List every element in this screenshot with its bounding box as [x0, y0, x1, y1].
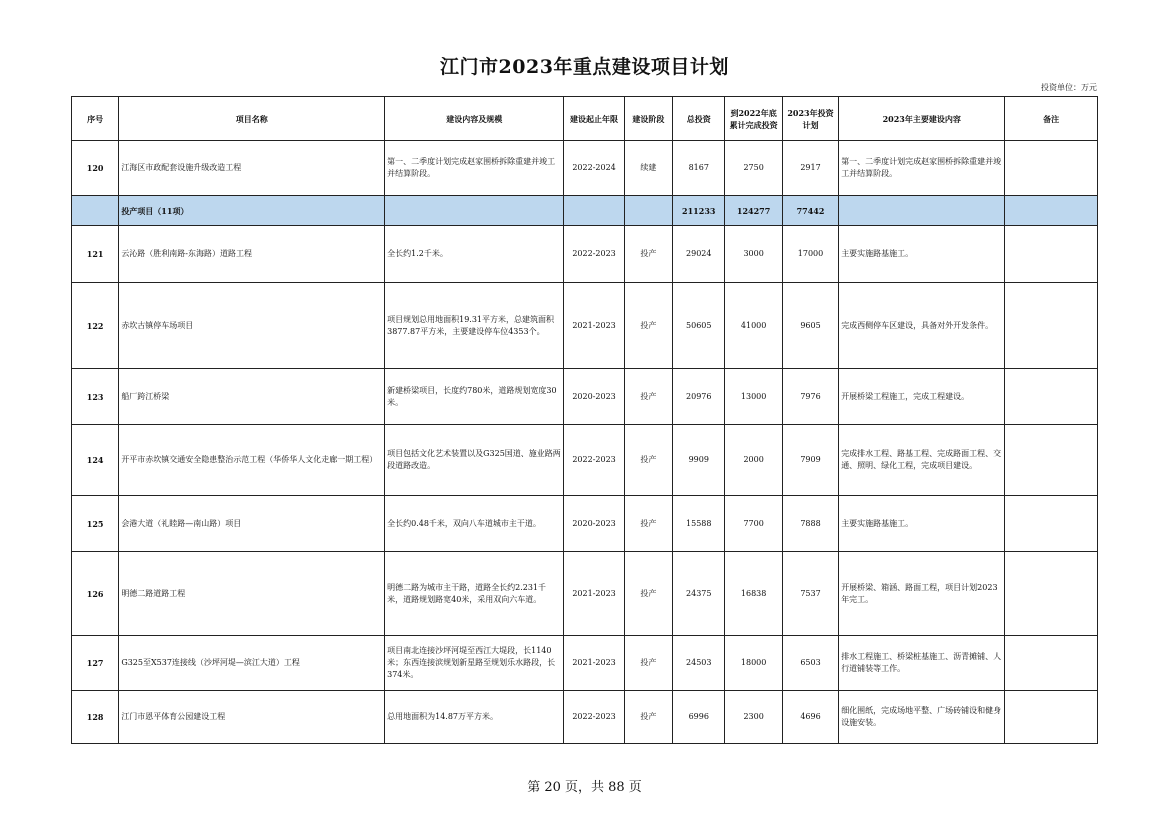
header-done: 到2022年底累计完成投资	[725, 97, 782, 141]
row-main: 第一、二季度计划完成赵家围桥拆除重建并竣工并结算阶段。	[839, 141, 1005, 196]
row-total: 6996	[673, 691, 725, 744]
row-main: 开展桥梁、箱涵、路面工程，项目计划2023年完工。	[839, 552, 1005, 636]
row-main: 主要实施路基施工。	[839, 496, 1005, 552]
row-note	[1005, 226, 1098, 283]
table-row	[72, 141, 1098, 196]
page-title: 江门市2023年重点建设项目计划	[440, 56, 729, 78]
row-total: 9909	[673, 425, 725, 496]
row-stage: 投产	[624, 552, 672, 636]
row-content: 第一、二季度计划完成赵家围桥拆除重建并竣工并结算阶段。	[385, 141, 564, 196]
row-plan: 7976	[782, 369, 838, 425]
header-content: 建设内容及规模	[385, 97, 564, 141]
header-name: 项目名称	[119, 97, 385, 141]
row-content: 项目南北连接沙坪河堤至西江大堤段，长1140米；东西连接滨规划新星路至规划乐水路段，长374米。	[385, 636, 564, 691]
row-stage: 续建	[624, 141, 672, 196]
row-period: 2021-2023	[564, 552, 624, 636]
row-name: 会港大道（礼睦路—南山路）项目	[119, 496, 385, 552]
header-total: 总投资	[673, 97, 725, 141]
row-period: 2021-2023	[564, 283, 624, 369]
row-no: 123	[72, 369, 119, 425]
header-period: 建设起止年限	[564, 97, 624, 141]
row-stage: 投产	[624, 425, 672, 496]
category-empty	[1005, 196, 1098, 226]
row-main: 完成西侧停车区建设，具备对外开发条件。	[839, 283, 1005, 369]
row-name: 江门市恩平体育公园建设工程	[119, 691, 385, 744]
row-name: 江海区市政配套设施升级改造工程	[119, 141, 385, 196]
row-total: 15588	[673, 496, 725, 552]
category-empty	[564, 196, 624, 226]
row-no: 128	[72, 691, 119, 744]
row-total: 24375	[673, 552, 725, 636]
header-main: 2023年主要建设内容	[839, 97, 1005, 141]
row-plan: 4696	[782, 691, 838, 744]
table-row	[72, 425, 1098, 496]
row-main: 细化围纸，完成场地平整、广场砖铺设和健身设施安装。	[839, 691, 1005, 744]
row-done: 13000	[725, 369, 782, 425]
row-period: 2022-2023	[564, 226, 624, 283]
unit-note: 投资单位：万元	[1041, 83, 1097, 92]
category-empty	[385, 196, 564, 226]
row-no: 126	[72, 552, 119, 636]
row-note	[1005, 369, 1098, 425]
header-plan: 2023年投资计划	[782, 97, 838, 141]
row-name: 明德二路道路工程	[119, 552, 385, 636]
table-row	[72, 283, 1098, 369]
row-plan: 9605	[782, 283, 838, 369]
row-main: 主要实施路基施工。	[839, 226, 1005, 283]
row-done: 7700	[725, 496, 782, 552]
category-plan: 77442	[782, 196, 838, 226]
header-row	[72, 97, 1098, 141]
row-note	[1005, 552, 1098, 636]
category-row	[72, 196, 1098, 226]
row-done: 2750	[725, 141, 782, 196]
row-total: 20976	[673, 369, 725, 425]
row-content: 全长约1.2千米。	[385, 226, 564, 283]
row-no: 122	[72, 283, 119, 369]
row-no: 124	[72, 425, 119, 496]
table-row	[72, 496, 1098, 552]
table-row	[72, 636, 1098, 691]
table-row	[72, 226, 1098, 283]
row-note	[1005, 425, 1098, 496]
row-content: 明德二路为城市主干路，道路全长约2.231千米，道路规划路宽40米，采用双向六车道。	[385, 552, 564, 636]
row-note	[1005, 283, 1098, 369]
row-name: 云沁路（胜利南路-东海路）道路工程	[119, 226, 385, 283]
row-no: 120	[72, 141, 119, 196]
category-done: 124277	[725, 196, 782, 226]
row-stage: 投产	[624, 226, 672, 283]
row-period: 2022-2023	[564, 425, 624, 496]
header-stage: 建设阶段	[624, 97, 672, 141]
row-content: 项目规划总用地面积19.31平方米，总建筑面积3877.87平方米，主要建设停车位4353个。	[385, 283, 564, 369]
row-note	[1005, 496, 1098, 552]
row-total: 24503	[673, 636, 725, 691]
row-plan: 7909	[782, 425, 838, 496]
row-content: 总用地面积为14.87万平方米。	[385, 691, 564, 744]
row-content: 新建桥梁项目，长度约780米，道路规划宽度30米。	[385, 369, 564, 425]
row-main: 开展桥梁工程施工，完成工程建设。	[839, 369, 1005, 425]
row-plan: 17000	[782, 226, 838, 283]
row-no: 121	[72, 226, 119, 283]
row-note	[1005, 636, 1098, 691]
page-footer: 第 20 页，共 88 页	[527, 780, 642, 795]
row-name: G325至X537连接线（沙坪河堤—滨江大道）工程	[119, 636, 385, 691]
row-name: 船厂跨江桥梁	[119, 369, 385, 425]
row-stage: 投产	[624, 636, 672, 691]
category-no-cell	[72, 196, 119, 226]
row-done: 2300	[725, 691, 782, 744]
table-row	[72, 552, 1098, 636]
project-table	[71, 96, 1098, 744]
row-plan: 6503	[782, 636, 838, 691]
row-done: 41000	[725, 283, 782, 369]
table-row	[72, 691, 1098, 744]
category-empty	[839, 196, 1005, 226]
row-stage: 投产	[624, 369, 672, 425]
row-name: 赤坎古镇停车场项目	[119, 283, 385, 369]
row-plan: 2917	[782, 141, 838, 196]
row-done: 18000	[725, 636, 782, 691]
row-plan: 7888	[782, 496, 838, 552]
row-total: 29024	[673, 226, 725, 283]
row-no: 127	[72, 636, 119, 691]
table-row	[72, 369, 1098, 425]
row-stage: 投产	[624, 691, 672, 744]
row-done: 16838	[725, 552, 782, 636]
row-done: 3000	[725, 226, 782, 283]
header-no: 序号	[72, 97, 119, 141]
row-content: 项目包括文化艺术装置以及G325国道、施业路两段道路改造。	[385, 425, 564, 496]
row-name: 开平市赤坎镇交通安全隐患整治示范工程（华侨华人文化走廊一期工程）	[119, 425, 385, 496]
row-content: 全长约0.48千米，双向八车道城市主干道。	[385, 496, 564, 552]
category-empty	[624, 196, 672, 226]
row-period: 2022-2023	[564, 691, 624, 744]
row-main: 完成排水工程、路基工程、完成路面工程、交通、照明、绿化工程，完成项目建设。	[839, 425, 1005, 496]
row-main: 排水工程施工、桥梁桩基施工、沥青摊铺、人行道铺装等工作。	[839, 636, 1005, 691]
category-total: 211233	[673, 196, 725, 226]
row-total: 50605	[673, 283, 725, 369]
row-note	[1005, 691, 1098, 744]
row-period: 2020-2023	[564, 369, 624, 425]
row-no: 125	[72, 496, 119, 552]
row-period: 2022-2024	[564, 141, 624, 196]
row-done: 2000	[725, 425, 782, 496]
row-period: 2021-2023	[564, 636, 624, 691]
row-stage: 投产	[624, 283, 672, 369]
header-note: 备注	[1005, 97, 1098, 141]
category-label: 投产项目（11项）	[119, 196, 385, 226]
row-period: 2020-2023	[564, 496, 624, 552]
row-stage: 投产	[624, 496, 672, 552]
row-note	[1005, 141, 1098, 196]
row-total: 8167	[673, 141, 725, 196]
row-plan: 7537	[782, 552, 838, 636]
